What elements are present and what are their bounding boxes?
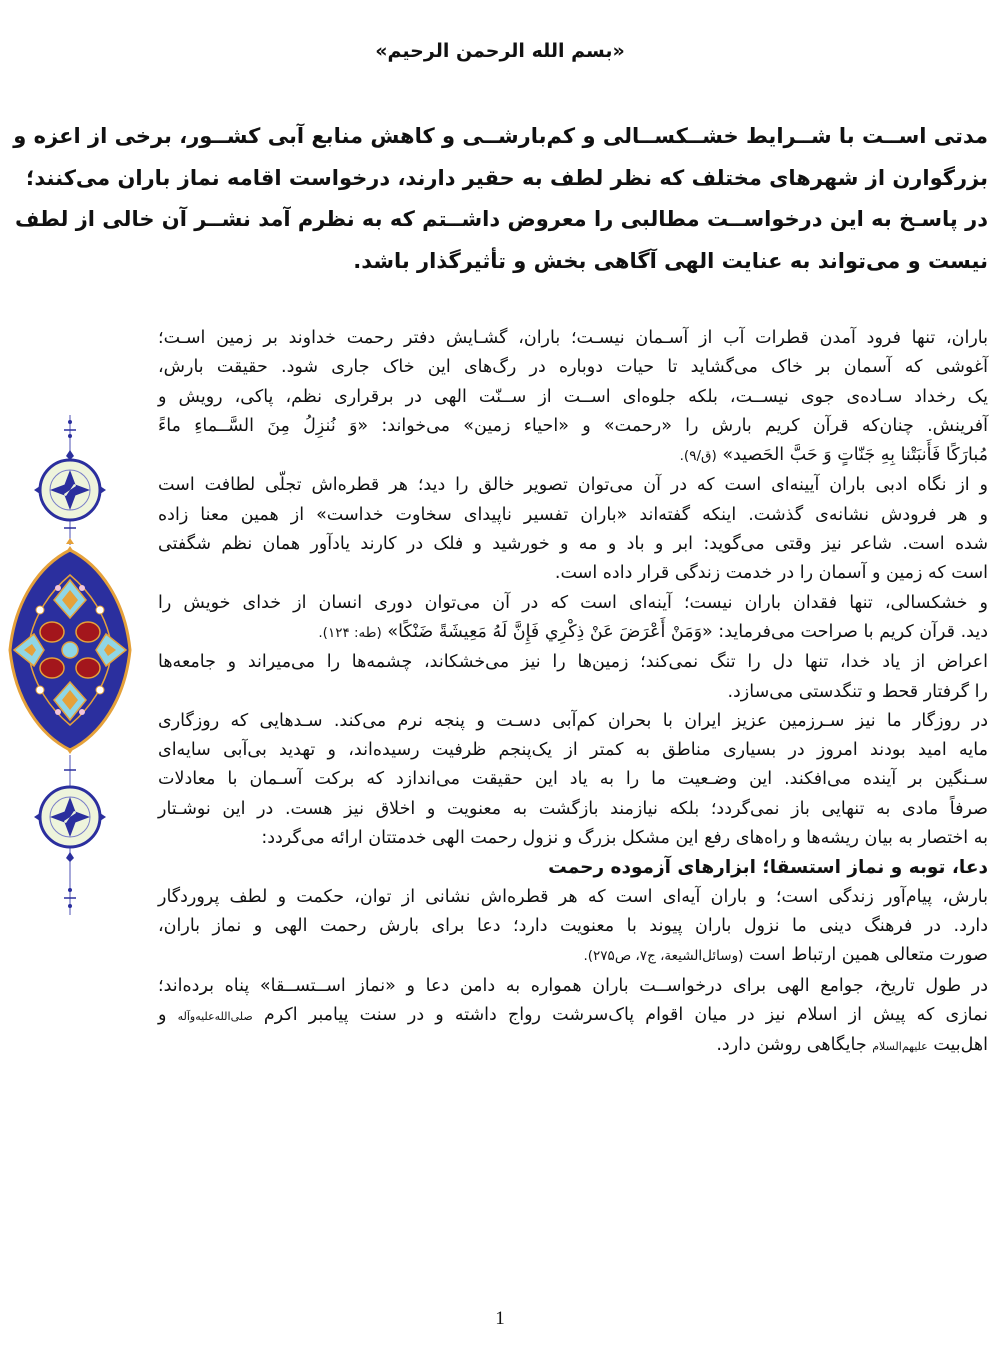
paragraph-literary-view bbox=[158, 471, 988, 588]
paragraph-rain-sign bbox=[158, 883, 988, 972]
text-line: در طول تاریخ، جوامع الهی برای درخواســت باران همواره به دامن دعا و «نماز اســتســقا» پناه برده‌اند؛ bbox=[158, 975, 988, 996]
text-line: یک رخداد سـاده‌ی جوی نیســت، بلکه جلوه‌ای اســت از ســنّت الهی در برقراری نظم، پاکی، رویش و bbox=[158, 386, 988, 407]
paragraph-iran-crisis bbox=[158, 707, 988, 853]
ornament-central-shamseh-icon bbox=[10, 546, 130, 754]
paragraph-rain-mercy bbox=[158, 324, 988, 471]
text-line: است که زمین و آسمان را در خدمت زندگی قرار داده است. bbox=[554, 563, 988, 584]
verse-reference: (طه: ۱۲۴). bbox=[318, 624, 382, 641]
hadith-reference: (وسائل‌الشیعة، ج۷، ص۲۷۵). bbox=[583, 948, 744, 965]
text-line bbox=[158, 618, 988, 648]
honorific: علیهم‌السلام bbox=[872, 1040, 928, 1054]
text-line: باران، تنها فرود آمدن قطرات آب از آسـمان نیسـت؛ باران، گشـایش دفتر رحمت خداوند بر زمین اسـت؛ bbox=[158, 328, 988, 348]
text-line: به اختصار به بیان ریشه‌ها و راه‌های رفع این مشکل بزرگ و نزول رحمت الهی خدمتتان ارائه می‌گردد: bbox=[261, 828, 988, 849]
text-line: را گرفتار قحط و تنگدستی می‌سازد. bbox=[727, 681, 988, 702]
text-line: اعراض از یاد خدا، تنها دل را تنگ نمی‌کند؛ زمین‌ها را نیز می‌خشکاند، چشمه‌ها را می‌میراند و جامعه‌ها bbox=[158, 652, 988, 673]
text-line: سـنگین بر آینده می‌افکند. این وضـعیت ما را به یاد این حقیقت می‌اندازد که برکت آسـمان با معادلات bbox=[158, 769, 988, 790]
decorative-ornament bbox=[0, 400, 140, 960]
quran-verse: مُبارَکًا فَأَنبَتْنا بِهِ جَنّاتٍ وَ حَبَّ الحَصید» bbox=[722, 445, 988, 466]
text-line: و از نگاه ادبی باران آیینه‌ای است که در آن می‌توان تصویر خالق را دید؛ هر قطره‌اش تجلّی لطافت است bbox=[158, 475, 988, 496]
section-heading: دعا، توبه و نماز استسقا؛ ابزارهای آزموده رحمت bbox=[548, 857, 988, 879]
text-line: مایه امید بودند امروز در بسیاری مناطق به کمتر از یک‌پنجم ظرفیت رسیده‌اند، و تهدید بی‌آبی سایه‌ای bbox=[158, 740, 988, 761]
text-line: دارد. در فرهنگ دینی ما نزول باران پیوند با معنویت دارد؛ دعا برای بارش رحمت الهی و نماز باران، bbox=[158, 915, 988, 936]
text-fragment: و bbox=[158, 1004, 167, 1025]
text-line: شده است. شاعر نیز وقتی می‌گوید: ابر و باد و مه و خورشید و فلک در کارند یادآور همان نظم شگفتی bbox=[158, 534, 988, 555]
text-line bbox=[158, 1001, 988, 1031]
text-fragment: صورت متعالی همین ارتباط است bbox=[748, 945, 988, 966]
intro-paragraph bbox=[13, 116, 988, 282]
honorific: صلی‌الله‌علیه‌وآله bbox=[177, 1009, 253, 1023]
text-line: و هر فرودش نشانه‌ی گذشت. اینکه گفته‌اند «باران تفسیر ناپیدای سخاوت خداست» از همین معنا زاده bbox=[158, 504, 988, 525]
intro-line: بزرگوارن از شهرهای مختلف که نظر لطف به حقیر دارند، درخواست اقامه نماز باران می‌کنند؛ bbox=[26, 165, 988, 190]
page-number: 1 bbox=[495, 1308, 505, 1329]
text-fragment: اهل‌بیت bbox=[933, 1035, 988, 1056]
intro-line: نیست و می‌تواند به عنایت الهی آگاهی بخش و تأثیرگذار باشد. bbox=[353, 248, 988, 273]
text-line bbox=[158, 941, 988, 971]
text-line: صرفاً مادی به تنهایی باز نمی‌گردد؛ بلکه نیازمند بازگشت به معنویت و اخلاق نیز هست. در این نوشـتار bbox=[158, 798, 988, 819]
text-line: آغوشی که آسمان بر خاک می‌گشاید تا حیات دوباره در رگ‌های این خاک جاری شود. حقیقت بارش، bbox=[158, 357, 988, 378]
text-line bbox=[158, 441, 988, 471]
document-title: «بسم الله الرحمن الرحیم» bbox=[375, 40, 625, 62]
intro-line: مدتی اســت با شــرایط خشــکســالی و کم‌بارشــی و کاهش منابع آبی کشــور، برخی از اعزه و bbox=[13, 124, 988, 148]
verse-reference: (ق/۹). bbox=[679, 448, 717, 465]
paragraph-turning-away bbox=[158, 648, 988, 707]
text-fragment: نمازی که پیش از اسلام نیز در میان اقوام پاک‌سرشت رواج داشته و در سنت پیامبر اکرم bbox=[263, 1004, 988, 1025]
text-line: در روزگار ما نیز سـرزمین عزیز ایران با بحران کم‌آبی دسـت و پنجه نرم می‌کند. سـدهایی که روزگاری bbox=[158, 710, 988, 731]
intro-line: در پاسـخ به این درخواســت مطالبی را معروض داشــتم که به نظرم آمد نشــر آن خالی از لطف bbox=[15, 207, 988, 231]
ornament-bottom-medallion-icon bbox=[34, 755, 106, 915]
paragraph-istisqa-history bbox=[158, 972, 988, 1062]
text-line: آفرینش. چنان‌که قرآن کریم بارش را «رحمت» و «احیاء زمین» می‌خواند: «وَ نُنزِلُ مِنَ السَّــماءِ ماءً bbox=[158, 415, 988, 436]
paragraph-drought bbox=[158, 589, 988, 649]
text-line: و خشکسالی، تنها فقدان باران نیست؛ آینه‌ای است که در آن می‌توان دوری انسان از خدای خویش را bbox=[158, 592, 988, 613]
body-text bbox=[158, 324, 988, 1061]
text-line bbox=[158, 1031, 988, 1061]
text-fragment: جایگاهی روشن دارد. bbox=[716, 1035, 867, 1056]
ornament-top-medallion-icon bbox=[34, 415, 106, 545]
text-line: بارش، پیام‌آور زندگی است؛ و باران آیه‌ای است که هر قطره‌اش نشانی از توان، حکمت و لطف پروردگار bbox=[158, 886, 988, 907]
quran-verse: دید. قرآن کریم با صراحت می‌فرماید: «وَمَنْ أَعْرَضَ عَنْ ذِكْرِي فَإِنَّ لَهُ مَعِيشَةً ضَنْكًا» bbox=[387, 621, 988, 642]
